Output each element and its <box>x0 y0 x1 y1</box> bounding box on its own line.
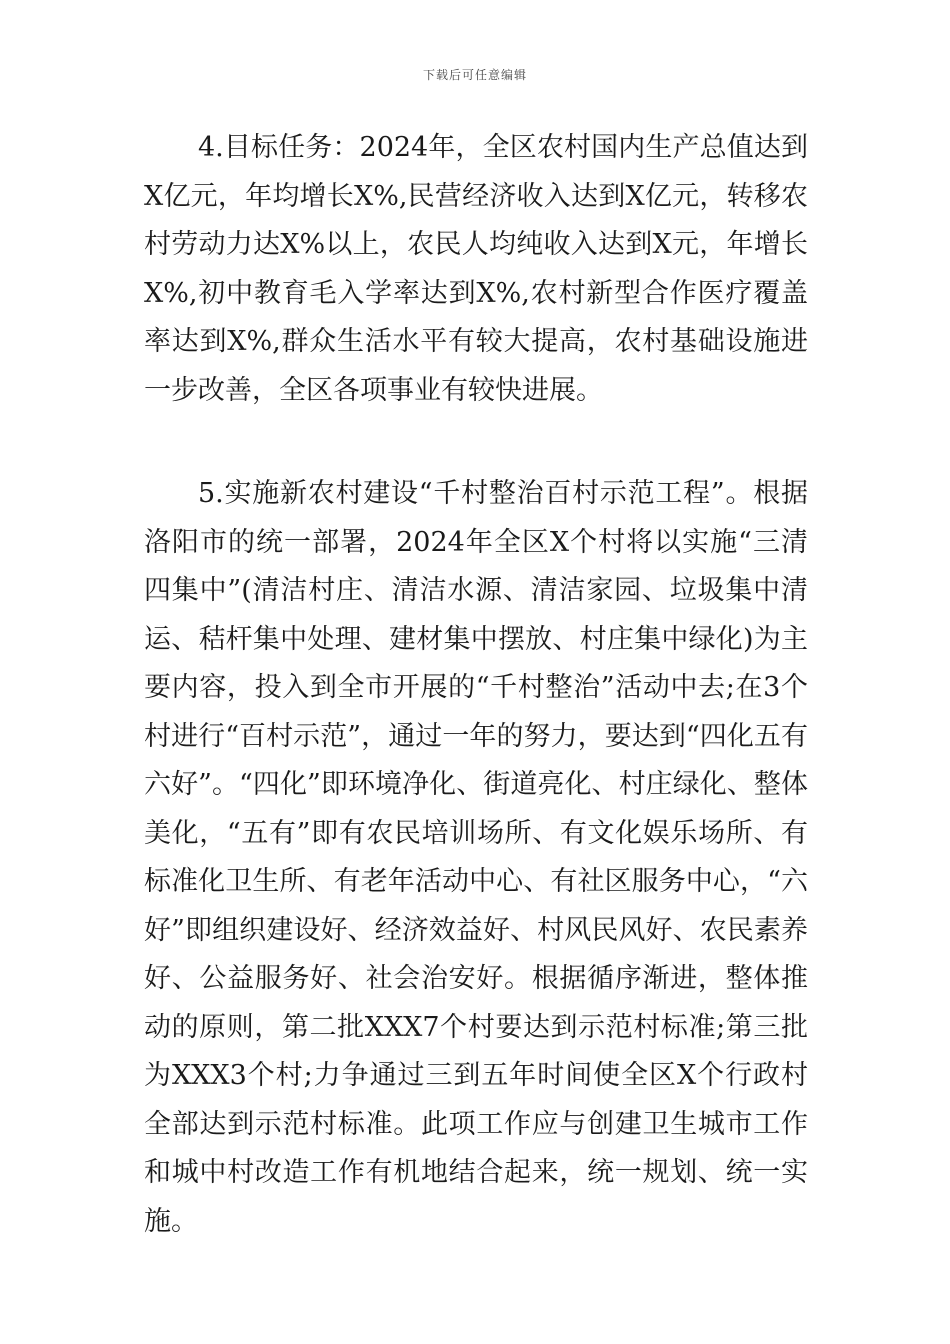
paragraph-village-project <box>144 470 808 1246</box>
paragraph-text: 5.实施新农村建设“千村整治百村示范工程”。根据洛阳市的统一部署，2024年全区X个村将以实施“三清四集中”(清洁村庄、清洁水源、清洁家园、垃圾集中清运、秸杆集中处理、建材集中摆放、村庄集中绿化)为主要内容，投入到全市开展的“千村整治”活动中去;在3个村进行“百村示范”，通过一年的努力，要达到“四化五有六好”。“四化”即环境净化、街道亮化、村庄绿化、整体美化，“五有”即有农民培训场所、有文化娱乐场所、有标准化卫生所、有老年活动中心、有社区服务中心，“六好”即组织建设好、经济效益好、村风民风好、农民素养好、公益服务好、社会治安好。根据循序渐进，整体推动的原则，第二批XXX7个村要达到示范村标准;第三批为XXX3个村;力争通过三到五年时间使全区X个行政村全部达到示范村标准。此项工作应与创建卫生城市工作和城中村改造工作有机地结合起来，统一规划、统一实施。 <box>144 478 808 1237</box>
page-header: 下载后可任意编辑 <box>422 68 527 82</box>
paragraph-text: 4.目标任务：2024年，全区农村国内生产总值达到X亿元，年均增长X%,民营经济收入达到X亿元，转移农村劳动力达X%以上，农民人均纯收入达到X元，年增长X%,初中教育毛入学率达到X%,农村新型合作医疗覆盖率达到X%,群众生活水平有较大提高，农村基础设施进一步改善，全区各项事业有较快进展。 <box>144 132 808 406</box>
paragraph-target-tasks <box>144 124 808 415</box>
